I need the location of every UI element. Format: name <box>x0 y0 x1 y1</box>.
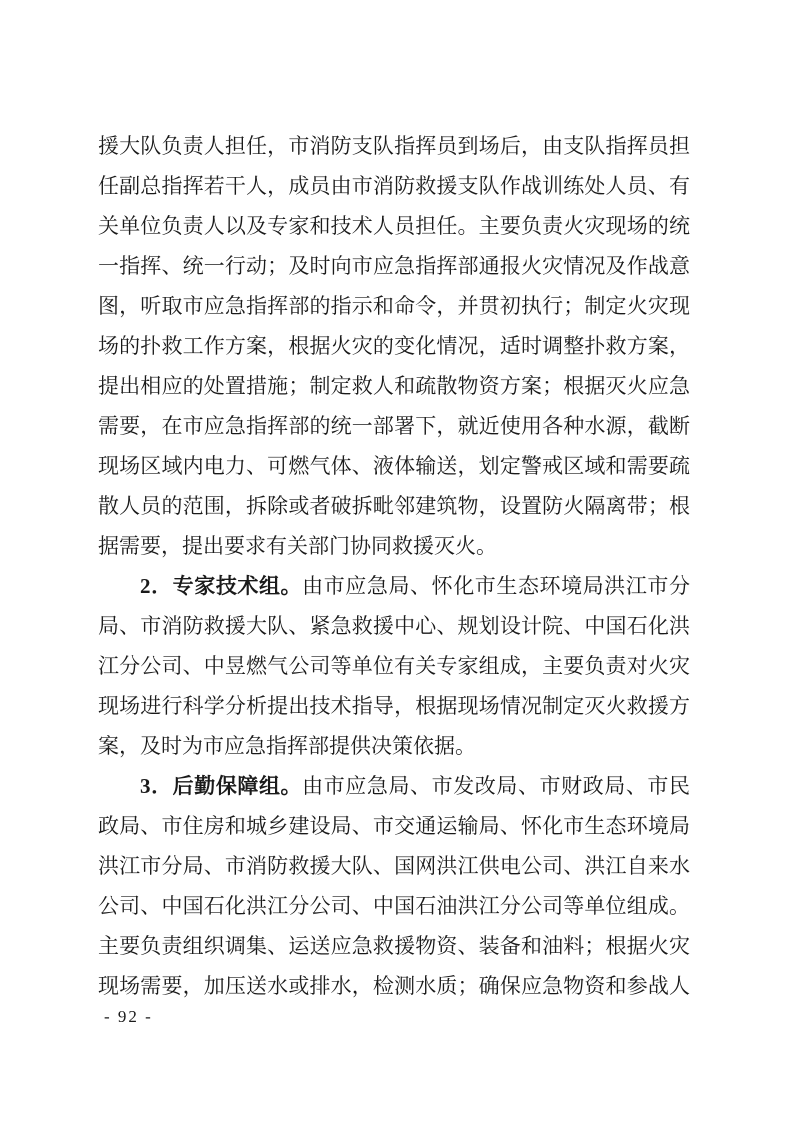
text-line: 据需要，提出要求有关部门协同救援灭火。 <box>98 534 497 558</box>
text-line: 政局、市住房和城乡建设局、市交通运输局、怀化市生态环境局 <box>98 814 690 838</box>
text-line: 洪江市分局、市消防救援大队、国网洪江供电公司、洪江自来水 <box>98 854 690 878</box>
text-line <box>98 766 690 806</box>
text-line: 现场区域内电力、可燃气体、液体输送，划定警戒区域和需要疏 <box>98 454 690 478</box>
page-number: - 92 - <box>104 1007 153 1026</box>
paragraph-text: 由市应急局、市发改局、市财政局、市民 <box>302 774 690 798</box>
document-body <box>98 126 690 1006</box>
text-line: 图，听取市应急指挥部的指示和命令，并贯初执行；制定火灾现 <box>98 294 690 318</box>
text-line: 关单位负责人以及专家和技术人员担任。主要负责火灾现场的统 <box>98 214 690 238</box>
paragraph-lead: 3．后勤保障组。 <box>140 774 303 798</box>
paragraph-lead: 2．专家技术组。 <box>140 574 303 598</box>
text-line: 主要负责组织调集、运送应急救援物资、装备和油料；根据火灾 <box>98 934 690 958</box>
text-line: 一指挥、统一行动；及时向市应急指挥部通报火灾情况及作战意 <box>98 254 690 278</box>
text-line: 援大队负责人担任，市消防支队指挥员到场后，由支队指挥员担 <box>98 134 690 158</box>
text-line: 散人员的范围，拆除或者破拆毗邻建筑物，设置防火隔离带；根 <box>98 494 690 518</box>
text-line: 场的扑救工作方案，根据火灾的变化情况，适时调整扑救方案， <box>98 334 690 358</box>
paragraph-text: 由市应急局、怀化市生态环境局洪江市分 <box>302 574 690 598</box>
text-line: 局、市消防救援大队、紧急救援中心、规划设计院、中国石化洪 <box>98 614 690 638</box>
text-line: 提出相应的处置措施；制定救人和疏散物资方案；根据灭火应急 <box>98 374 690 398</box>
text-line: 现场需要，加压送水或排水，检测水质；确保应急物资和参战人 <box>98 974 690 998</box>
text-line: 任副总指挥若干人，成员由市消防救援支队作战训练处人员、有 <box>98 174 690 198</box>
text-line: 公司、中国石化洪江分公司、中国石油洪江分公司等单位组成。 <box>98 894 690 918</box>
text-line: 江分公司、中昱燃气公司等单位有关专家组成，主要负责对火灾 <box>98 654 690 678</box>
text-line: 需要，在市应急指挥部的统一部署下，就近使用各种水源，截断 <box>98 414 690 438</box>
text-line: 案，及时为市应急指挥部提供决策依据。 <box>98 734 476 758</box>
text-line: 现场进行科学分析提出技术指导，根据现场情况制定灭火救援方 <box>98 694 690 718</box>
text-line <box>98 566 690 606</box>
